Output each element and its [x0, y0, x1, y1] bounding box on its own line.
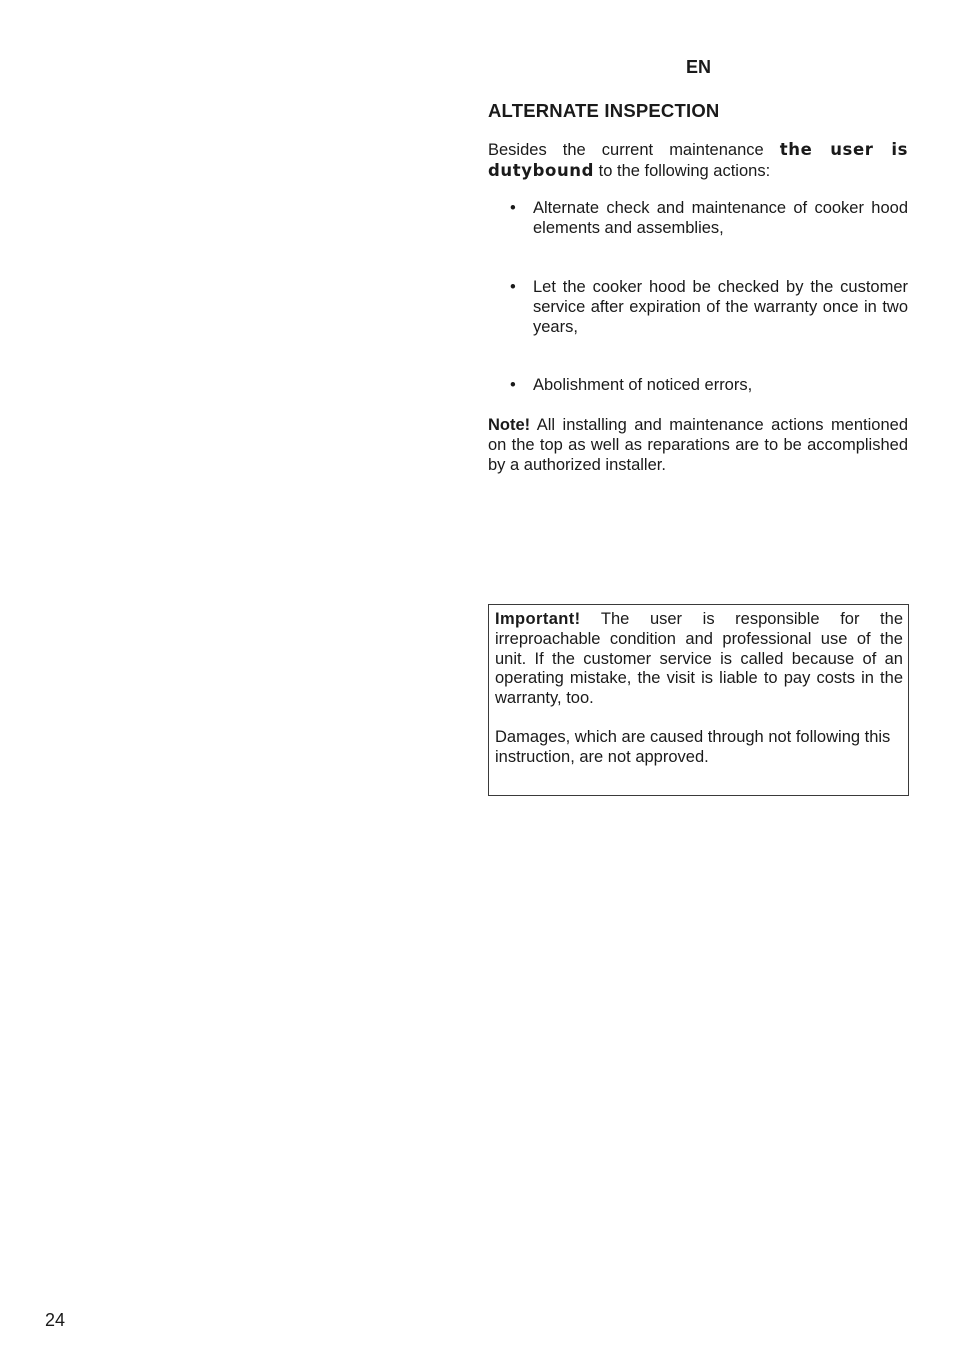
- important-paragraph: [495, 610, 903, 709]
- important-text: The user is responsible for the irreproachable condition and professional use of the unit. If the customer service is called because of an operating mistake, the visit is liable to pay costs in the warranty, too.: [495, 610, 903, 708]
- bullet-icon: •: [510, 376, 516, 394]
- list-item-text: Let the cooker hood be checked by the customer service after expiration of the warranty once in two years,: [533, 278, 908, 336]
- note-label: Note!: [488, 416, 531, 434]
- note-text: All installing and maintenance actions mentioned on the top as well as reparations are to be accomplished by a authorized installer.: [488, 416, 908, 474]
- intro-paragraph: [488, 140, 908, 182]
- note-paragraph: [488, 416, 908, 475]
- page-number: 24: [45, 1310, 66, 1330]
- intro-text-before: Besides the current maintenance: [488, 141, 780, 159]
- intro-emphasis: the user is dutybound: [488, 140, 908, 180]
- list-item-text: Abolishment of noticed errors,: [533, 376, 753, 394]
- bullet-icon: •: [510, 278, 516, 296]
- damages-paragraph: Damages, which are caused through not following this instruction, are not approved.: [495, 728, 891, 766]
- language-code: EN: [686, 57, 712, 77]
- important-label: Important!: [495, 610, 581, 628]
- intro-text-after: to the following actions:: [594, 161, 771, 180]
- important-notice-box: [488, 604, 909, 796]
- list-item-text: Alternate check and maintenance of cooker hood elements and assemblies,: [533, 199, 908, 237]
- bullet-icon: •: [510, 199, 516, 217]
- section-title: ALTERNATE INSPECTION: [488, 100, 720, 121]
